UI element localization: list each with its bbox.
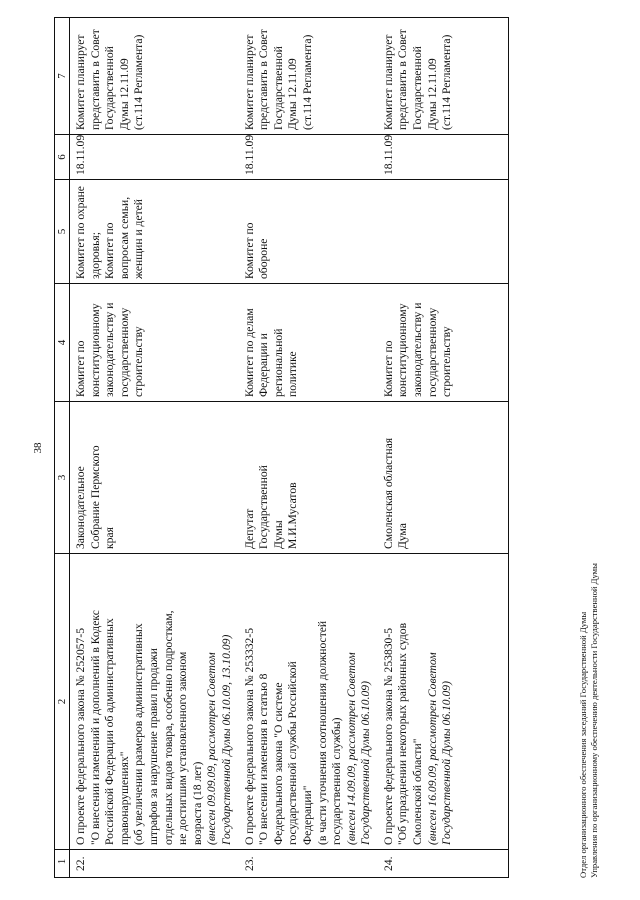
responsible-committee-cell xyxy=(70,284,239,402)
cell-text-line: здоровья; xyxy=(88,232,102,279)
bill-text-line: О проекте федерального закона № 253332-5 xyxy=(242,628,256,845)
bill-text-line: "Об упразднении некоторых районных судов xyxy=(396,622,410,845)
column-header: 6 xyxy=(55,135,70,180)
row-number-cell: 23. xyxy=(239,850,378,878)
cell-text-line: Думы 12.11.09 xyxy=(286,58,300,130)
cell-text-line: Депутат xyxy=(242,508,256,549)
bill-text-line: не достигшим установленного законом xyxy=(176,651,190,845)
table-row xyxy=(239,18,378,878)
plan-cell xyxy=(378,18,509,135)
cell-text-line: представить в Совет xyxy=(88,29,102,130)
co-committees-cell xyxy=(378,180,509,284)
cell-text-line: Смоленская областная xyxy=(381,437,395,549)
cell-text-line: М.И.Мусатов xyxy=(286,482,300,549)
cell-text-line: законодательству и xyxy=(103,302,117,397)
bills-table xyxy=(54,17,509,878)
table-row xyxy=(378,18,509,878)
cell-text-line: Комитет по xyxy=(103,222,117,279)
bill-text-line: возраста (18 лет) xyxy=(190,761,204,845)
bill-note-line: Государственной Думы 06.10.09) xyxy=(440,681,454,845)
cell-text-line: политике xyxy=(286,351,300,397)
cell-text-line: вопросам семьи, xyxy=(117,196,131,279)
document-page xyxy=(22,18,622,878)
co-committees-cell xyxy=(70,180,239,284)
cell-text-line: обороне xyxy=(257,238,271,279)
cell-text-line: законодательству и xyxy=(411,302,425,397)
cell-text-line: Думы xyxy=(271,520,285,549)
cell-text-line: Собрание Пермского xyxy=(88,445,102,549)
column-header: 2 xyxy=(55,554,70,850)
cell-text-line: строительству xyxy=(132,326,146,397)
cell-text-line: (ст.114 Регламента) xyxy=(132,34,146,130)
bill-cell xyxy=(378,554,509,850)
bill-text-line: правонарушениях" xyxy=(117,751,131,845)
cell-text-line: государственному xyxy=(425,307,439,397)
cell-text-line: Государственной xyxy=(257,465,271,549)
cell-text-line: Федерации и xyxy=(257,333,271,397)
bill-text-line: (в части уточнения соотношения должностей xyxy=(315,620,329,845)
plan-cell xyxy=(70,18,239,135)
table-row xyxy=(70,18,239,878)
cell-text-line: Государственной xyxy=(271,46,285,130)
bill-note-line: (внесен 16.09.09, рассмотрен Советом xyxy=(425,652,439,845)
cell-text-line: государственному xyxy=(117,307,131,397)
bill-text-line: О проекте федерального закона № 253830-5 xyxy=(381,628,395,845)
cell-text-line: женщин и детей xyxy=(132,198,146,279)
cell-text-line: Комитет по xyxy=(242,222,256,279)
plan-cell xyxy=(239,18,378,135)
page-number: 38 xyxy=(32,442,44,454)
row-number-cell: 22. xyxy=(70,850,239,878)
column-header: 5 xyxy=(55,180,70,284)
initiator-cell xyxy=(378,402,509,554)
bill-text-line: штрафов за нарушение правил продажи xyxy=(146,648,160,845)
cell-text-line: Комитет по xyxy=(74,340,87,397)
cell-text-line: конституционному xyxy=(396,303,410,397)
column-header: 3 xyxy=(55,402,70,554)
responsible-committee-cell xyxy=(239,284,378,402)
cell-text-line: строительству xyxy=(440,326,454,397)
bill-note-line: Государственной Думы 06.10.09) xyxy=(359,681,373,845)
co-committees-cell xyxy=(239,180,378,284)
cell-text-line: Государственной xyxy=(103,46,117,130)
cell-text-line: Комитет планирует xyxy=(381,34,395,130)
bill-note-line: (внесен 09.09.09, рассмотрен Советом xyxy=(205,652,219,845)
bill-text-line: "О внесении изменений и дополнений в Кодекс xyxy=(88,610,102,845)
bill-text-line: О проекте федерального закона № 252057-5 xyxy=(74,628,87,845)
cell-text-line: Думы 12.11.09 xyxy=(117,58,131,130)
header-row xyxy=(55,18,70,878)
cell-text-line: Комитет по делам xyxy=(242,308,256,397)
responsible-committee-cell xyxy=(378,284,509,402)
bill-cell xyxy=(70,554,239,850)
bill-cell xyxy=(239,554,378,850)
row-number-cell: 24. xyxy=(378,850,509,878)
bill-text-line: Федерального закона "О системе xyxy=(271,682,285,845)
cell-text-line: края xyxy=(103,527,117,549)
cell-text-line: Дума xyxy=(396,523,410,549)
bill-text-line: "О внесении изменения в статью 8 xyxy=(257,673,271,845)
cell-text-line: представить в Совет xyxy=(257,29,271,130)
bill-text-line: государственной службы Российской xyxy=(286,661,300,845)
footer xyxy=(578,563,600,878)
bill-text-line: государственной службы) xyxy=(330,717,344,845)
cell-text-line: Государственной xyxy=(411,46,425,130)
date-cell: 18.11.09 xyxy=(239,135,378,180)
cell-text-line: конституционному xyxy=(88,303,102,397)
initiator-cell xyxy=(70,402,239,554)
cell-text-line: представить в Совет xyxy=(396,29,410,130)
date-cell: 18.11.09 xyxy=(378,135,509,180)
cell-text-line: региональной xyxy=(271,328,285,397)
column-header: 4 xyxy=(55,284,70,402)
column-header: 1 xyxy=(55,850,70,878)
bill-text-line: Российской Федерации об административных xyxy=(103,618,117,845)
cell-text-line: (ст.114 Регламента) xyxy=(300,34,314,130)
bill-note-line: Государственной Думы 06.10.09, 13.10.09) xyxy=(219,634,233,845)
cell-text-line: Комитет планирует xyxy=(74,34,87,130)
cell-text-line: Комитет по охране xyxy=(74,186,87,279)
initiator-cell xyxy=(239,402,378,554)
column-header: 7 xyxy=(55,18,70,135)
cell-text-line: Законодательное xyxy=(74,466,87,549)
cell-text-line: (ст.114 Регламента) xyxy=(440,34,454,130)
cell-text-line: Думы 12.11.09 xyxy=(425,58,439,130)
footer-line: Отдел организационного обеспечения заседаний Государственной Думы xyxy=(578,611,588,878)
bill-text-line: (об увеличении размеров административных xyxy=(132,623,146,845)
bill-text-line: Смоленской области" xyxy=(411,738,425,845)
cell-text-line: Комитет планирует xyxy=(242,34,256,130)
date-cell: 18.11.09 xyxy=(70,135,239,180)
cell-text-line: Комитет по xyxy=(381,340,395,397)
bill-text-line: отдельных видов товара, особенно подросткам, xyxy=(161,610,175,845)
bill-note-line: (внесен 14.09.09, рассмотрен Советом xyxy=(344,652,358,845)
bill-text-line: Федерации" xyxy=(300,785,314,845)
footer-line: Управления по организационному обеспечению деятельности Государственной Думы xyxy=(589,563,599,878)
